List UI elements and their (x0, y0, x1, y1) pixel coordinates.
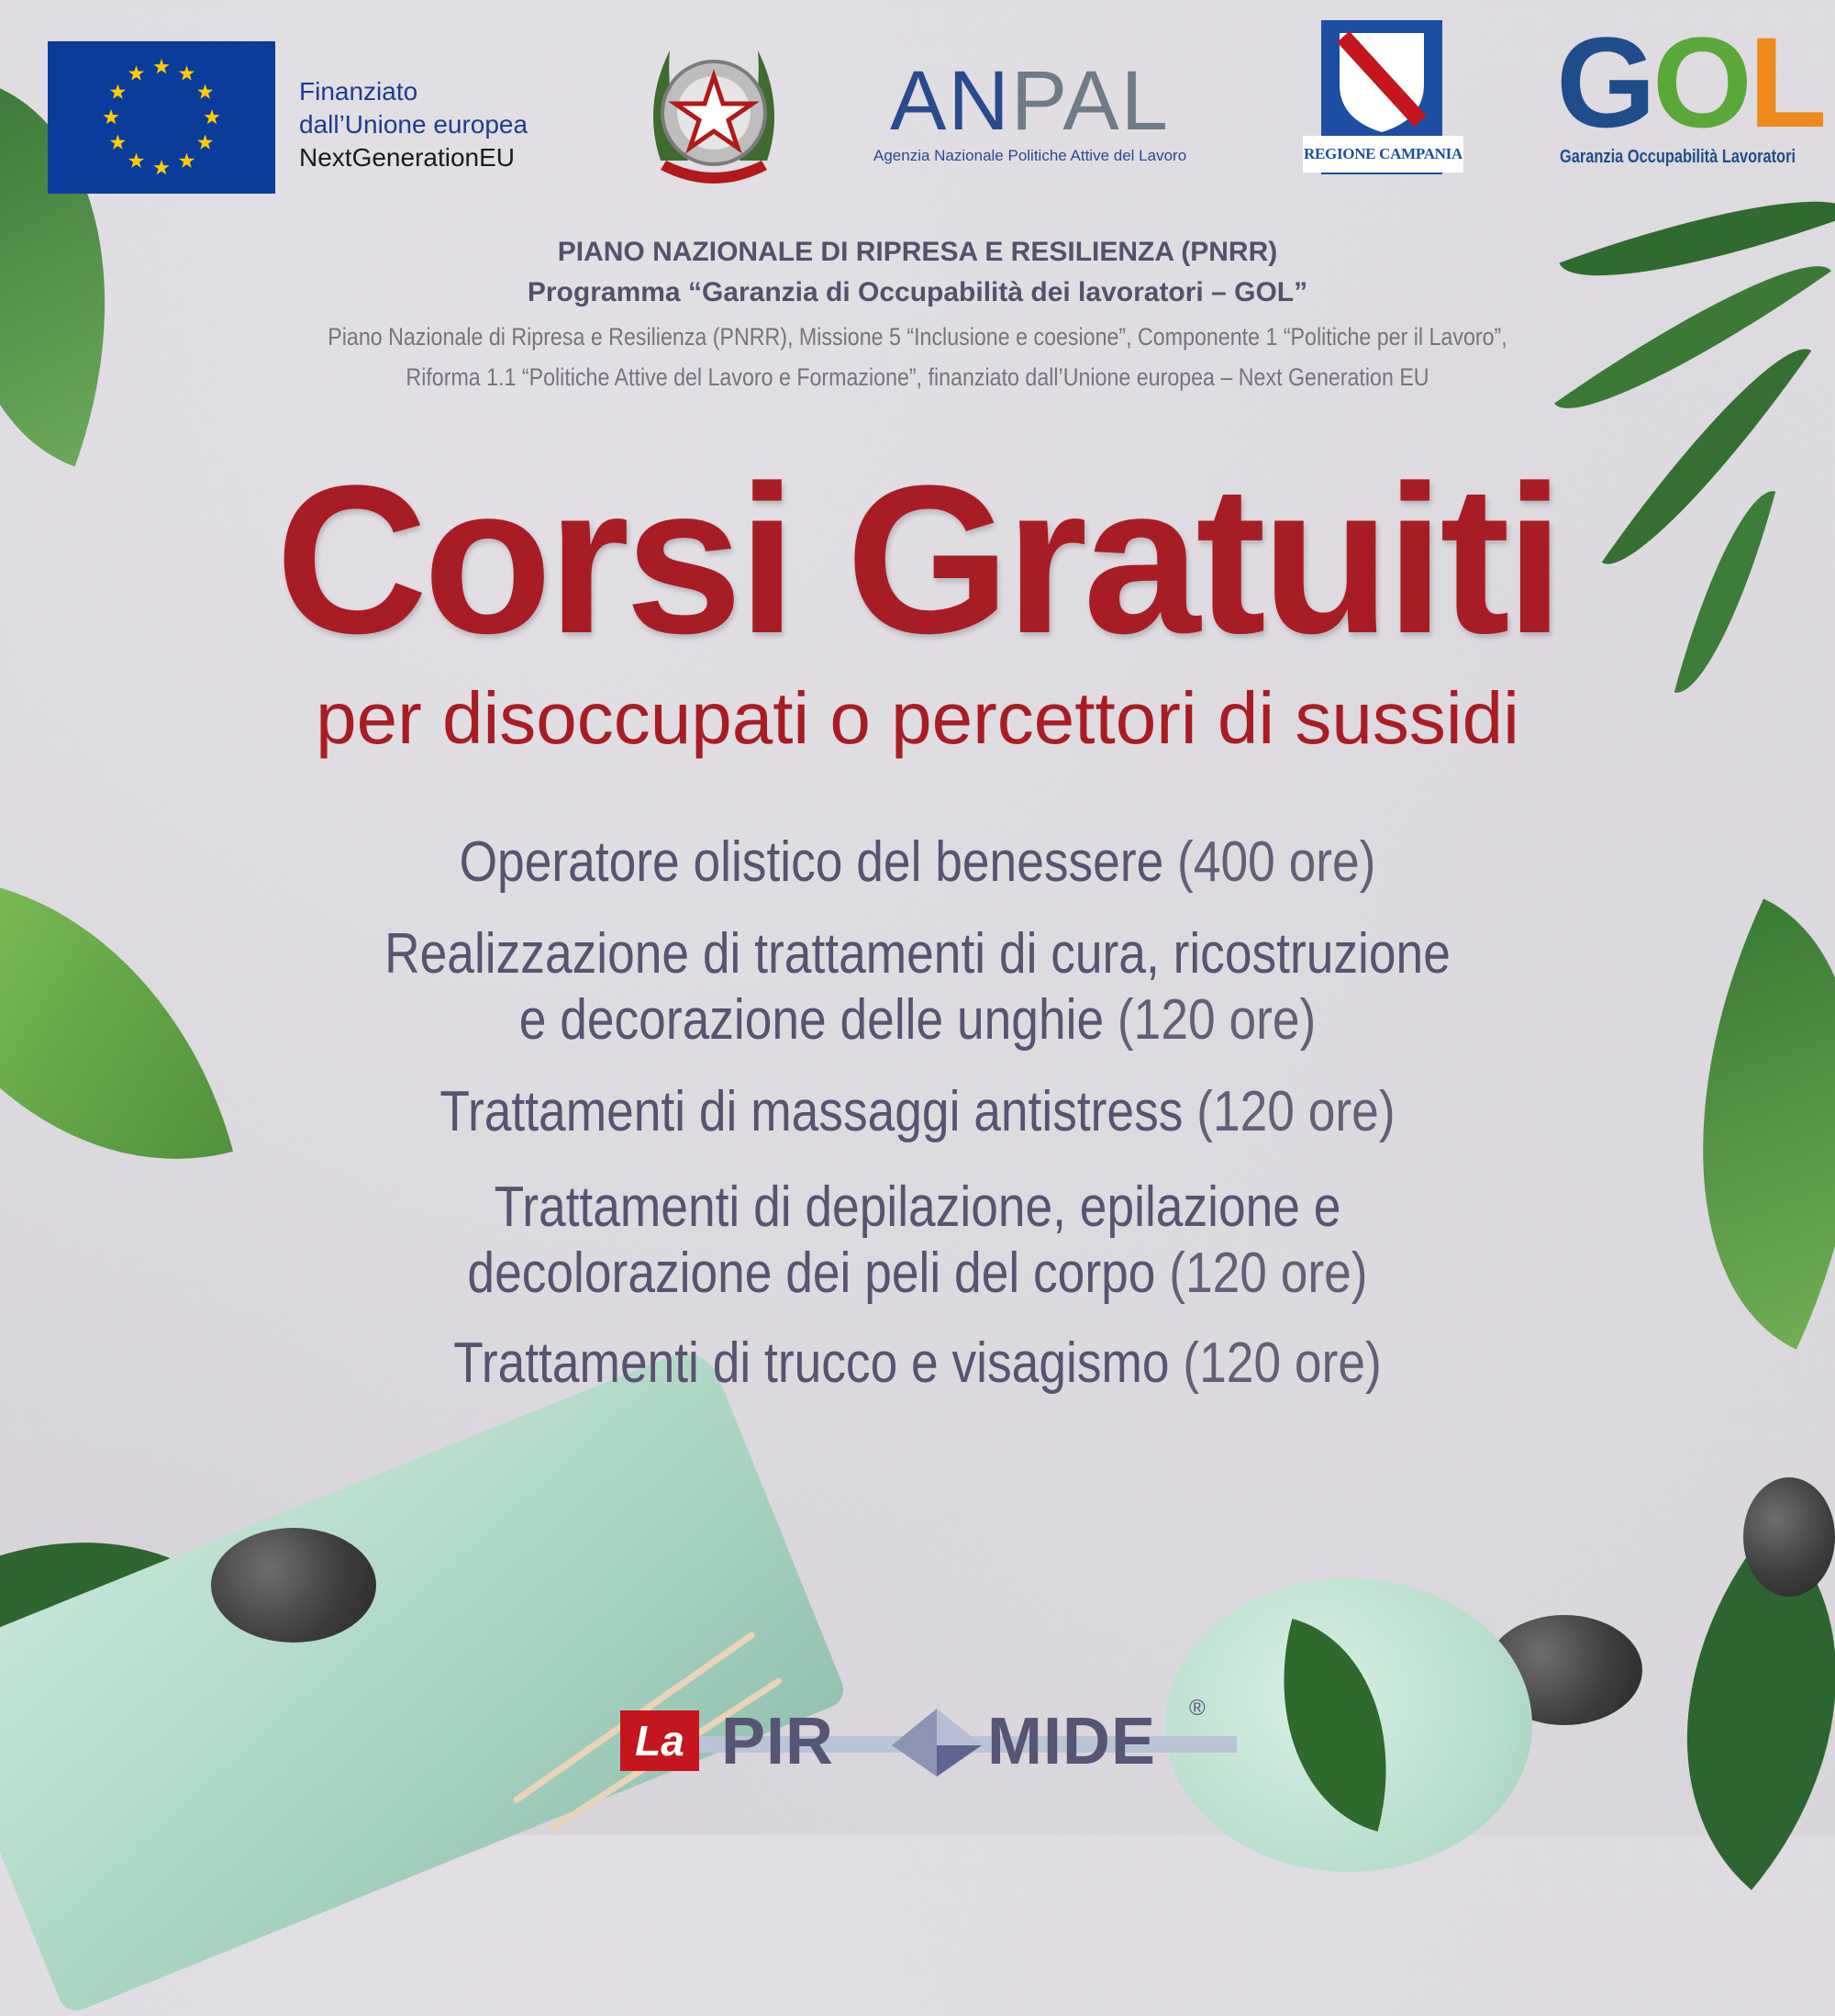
course-hours: (120 ore) (1117, 988, 1317, 1052)
anpal-wordmark (890, 55, 1170, 147)
towel-image (0, 1342, 849, 2016)
course-hours: (120 ore) (1183, 1331, 1382, 1395)
course-item (128, 1175, 1707, 1307)
eu-flag-logo (48, 41, 275, 194)
course-name-line2: e decorazione delle unghie (518, 988, 1105, 1052)
regione-campania-label: REGIONE CAMPANIA (1303, 136, 1463, 173)
course-item (128, 1331, 1707, 1397)
anpal-subtitle: Agenzia Nazionale Politiche Attive del Lavoro (873, 147, 1187, 164)
eu-flag-icon (48, 41, 275, 194)
course-name: Operatore olistico del benessere (459, 830, 1164, 894)
repubblica-italiana-emblem-icon (633, 23, 795, 197)
eu-text-line1: Finanziato (299, 77, 418, 106)
eu-text-line3: NextGenerationEU (299, 143, 516, 172)
gol-letter-g: G (1556, 10, 1652, 154)
anpal-wordmark-pal: PAL (1010, 54, 1170, 148)
main-title: Corsi Gratuiti (275, 441, 1560, 677)
stone-image (211, 1528, 376, 1643)
la-piramide-logo (620, 1696, 1244, 1778)
anpal-wordmark-an: AN (890, 54, 1011, 148)
gol-letter-l: L (1748, 10, 1824, 154)
gol-logo (1551, 10, 1824, 184)
gol-letter-o: O (1652, 10, 1749, 154)
description-line-2: Riforma 1.1 “Politiche Attive del Lavoro e Formazione”, finanziato dall’Unione europea – Next Generation EU (406, 363, 1429, 391)
repubblica-italiana-emblem (633, 23, 795, 197)
description-line-1: Piano Nazionale di Ripresa e Resilienza (PNRR), Missione 5 “Inclusione e coesione”, Componente 1 “Politiche per il Lavoro”, (328, 323, 1507, 351)
regione-campania-logo (1303, 20, 1463, 174)
stone-image (1743, 1477, 1835, 1597)
anpal-logo (862, 55, 1229, 174)
course-name-line1: Trattamenti di depilazione, epilazione e (494, 1175, 1341, 1239)
brand-la: La (620, 1710, 699, 1771)
eu-funding-text (299, 75, 528, 174)
course-item (128, 1079, 1707, 1145)
pyramid-icon (886, 1705, 987, 1778)
registered-mark: ® (1189, 1696, 1206, 1721)
course-name-line1: Realizzazione di trattamenti di cura, ricostruzione (384, 922, 1451, 986)
programma-title: Programma “Garanzia di Occupabilità dei lavoratori – GOL” (527, 277, 1308, 307)
main-subtitle: per disoccupati o percettori di sussidi (316, 677, 1519, 759)
eu-text-line2: dall’Unione europea (299, 110, 528, 139)
course-hours: (120 ore) (1196, 1080, 1396, 1143)
brand-pir: PIR (721, 1705, 835, 1778)
brand-mide: MIDE (987, 1705, 1156, 1778)
course-hours: (400 ore) (1177, 830, 1376, 894)
course-name: Trattamenti di trucco e visagismo (453, 1331, 1170, 1395)
pnrr-title: PIANO NAZIONALE DI RIPRESA E RESILIENZA (PNRR) (557, 237, 1278, 267)
course-name-line2: decolorazione dei peli del corpo (467, 1242, 1156, 1305)
course-hours: (120 ore) (1169, 1242, 1368, 1305)
course-item (128, 921, 1707, 1053)
gol-subtitle: Garanzia Occupabilità Lavoratori (1560, 147, 1796, 167)
course-name: Trattamenti di massaggi antistress (439, 1080, 1184, 1143)
course-item (128, 830, 1707, 896)
gol-wordmark (1556, 10, 1824, 154)
